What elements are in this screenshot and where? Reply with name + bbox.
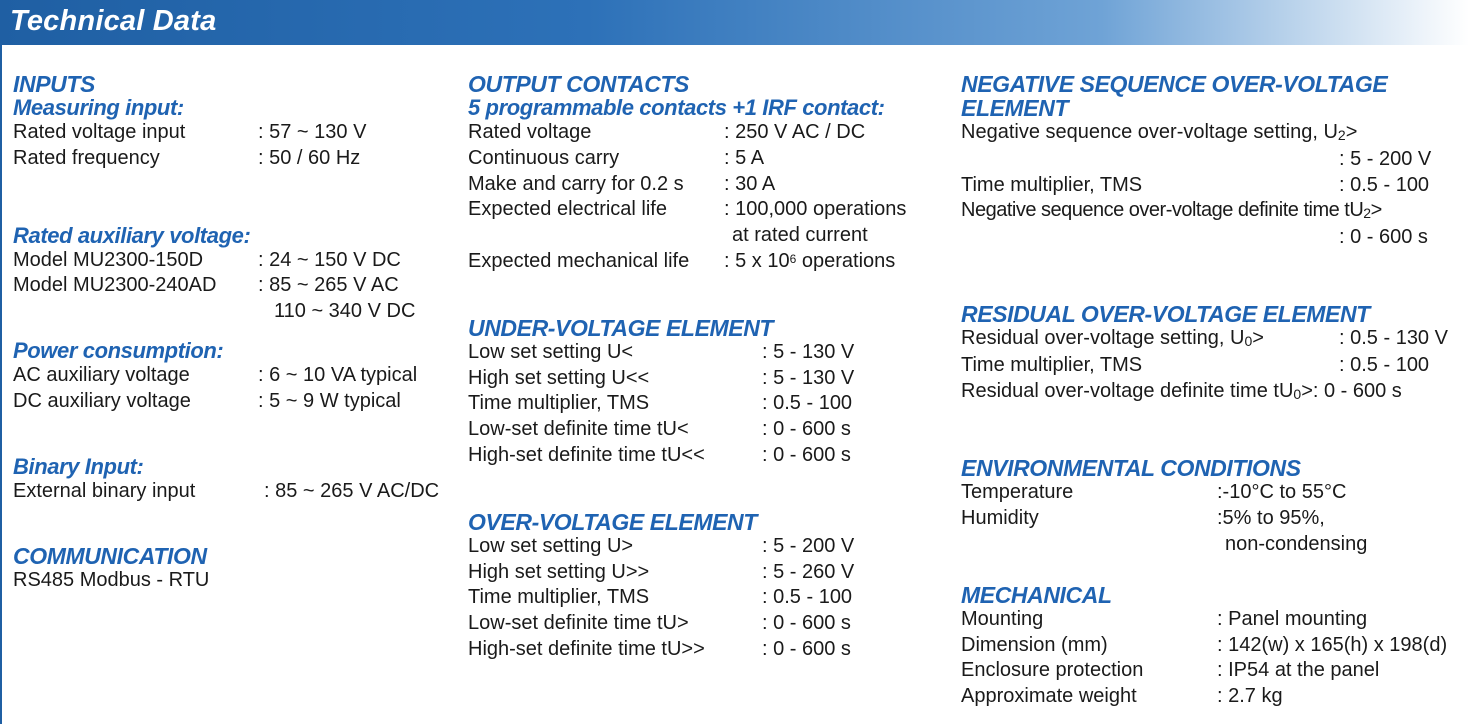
- spec-row: [13, 568, 453, 594]
- spec-row: [468, 534, 948, 560]
- spec-row: [961, 326, 1461, 353]
- spec-label: AC auxiliary voltage: [13, 363, 190, 386]
- spec-label: Dimension (mm): [961, 633, 1108, 656]
- spec-value: : 0.5 - 100: [762, 586, 853, 609]
- spec-value: :-10°C to 55°C: [1217, 481, 1347, 504]
- spec-row: [961, 198, 1461, 225]
- superscript: 6: [789, 251, 797, 266]
- spec-row: [468, 120, 948, 146]
- spec-label: High-set definite time tU<<: [468, 443, 705, 466]
- spec-label: Expected mechanical life: [468, 249, 690, 272]
- column-outputs: [468, 72, 948, 663]
- spec-label: [13, 299, 274, 325]
- page-title: Technical Data: [10, 5, 217, 37]
- spec-label: DC auxiliary voltage: [13, 389, 191, 412]
- subscript: 0: [1244, 332, 1253, 349]
- spec-value: : 5 - 200 V: [762, 534, 855, 557]
- spec-value: : 5 A: [724, 146, 765, 169]
- spec-value: : 142(w) x 165(h) x 198(d): [1217, 633, 1448, 656]
- spec-label: High set setting U<<: [468, 366, 650, 389]
- spec-label: Time multiplier, TMS: [468, 392, 650, 415]
- spec-text: RS485 Modbus - RTU: [13, 569, 210, 592]
- spec-label: Rated voltage: [468, 121, 592, 143]
- spec-value: : 0.5 - 100: [762, 392, 853, 415]
- spec-label: Low set setting U>: [468, 534, 634, 557]
- spec-row: [468, 417, 948, 443]
- header-banner: [0, 0, 1469, 45]
- spec-value: : 5 - 130 V: [762, 366, 855, 389]
- spec-label: Low-set definite time tU<: [468, 418, 689, 441]
- section-title-communication: COMMUNICATION: [13, 543, 207, 570]
- subsection-title-measuring: Measuring input:: [13, 95, 184, 120]
- spec-value: : 0.5 - 130 V: [1339, 326, 1448, 349]
- spec-row: [961, 120, 1461, 147]
- spec-label: Continuous carry: [468, 146, 620, 169]
- spec-row: [13, 273, 453, 299]
- spec-value: : 50 / 60 Hz: [258, 146, 361, 169]
- column-elements: [961, 72, 1461, 710]
- spec-row: [961, 147, 1461, 173]
- spec-row: [468, 172, 948, 198]
- spec-row: [13, 389, 453, 415]
- subscript: 2: [1363, 205, 1371, 222]
- spec-row: [13, 363, 453, 389]
- spec-value: : 5 ~ 9 W typical: [258, 389, 401, 412]
- left-border: [0, 45, 2, 724]
- spec-value: : 24 ~ 150 V DC: [258, 248, 401, 271]
- spec-value: : 85 ~ 265 V AC/DC: [264, 479, 440, 502]
- subsection-title-output: 5 programmable contacts +1 IRF contact:: [468, 95, 885, 120]
- spec-row: [468, 197, 948, 223]
- spec-label: Make and carry for 0.2 s: [468, 172, 684, 195]
- spec-value: : 5 x $10^6$ operations: [724, 249, 896, 272]
- spec-value: : 5 - 200 V: [1339, 147, 1432, 170]
- spec-label: [961, 532, 1225, 558]
- spec-label: Rated frequency: [13, 146, 160, 169]
- spec-value: : 5 - 130 V: [762, 340, 855, 363]
- section-title-mechanical: MECHANICAL: [961, 581, 1112, 608]
- spec-label: Time multiplier, TMS: [468, 586, 650, 609]
- spec-label: Enclosure protection: [961, 659, 1144, 682]
- spec-row: [468, 611, 948, 637]
- spec-value: : 2.7 kg: [1217, 685, 1283, 708]
- spec-row: [13, 248, 453, 274]
- spec-value: : 0 - 600 s: [1339, 226, 1428, 249]
- spec-row: [468, 443, 948, 469]
- spec-row: [13, 299, 453, 325]
- spec-label: Low set setting U<: [468, 340, 634, 363]
- section-title-negative-sequence-cont: ELEMENT: [961, 95, 1069, 121]
- section-title-inputs: INPUTS: [13, 71, 95, 97]
- spec-label: Approximate weight: [961, 685, 1137, 708]
- spec-label: Model MU2300-150D: [13, 248, 204, 271]
- spec-row: [13, 146, 453, 172]
- section-title-negative-sequence: NEGATIVE SEQUENCE OVER-VOLTAGE: [961, 71, 1388, 97]
- spec-row: [961, 607, 1461, 633]
- spec-label: High-set definite time tU>>: [468, 637, 705, 660]
- spec-row: [468, 146, 948, 172]
- subsection-title-aux: Rated auxiliary voltage:: [13, 222, 251, 248]
- spec-label: Expected electrical life: [468, 198, 667, 221]
- section-title-under-voltage: UNDER-VOLTAGE ELEMENT: [468, 314, 774, 341]
- spec-row: [468, 585, 948, 611]
- spec-value: : IP54 at the panel: [1217, 659, 1380, 682]
- spec-value: : 57 ~ 130 V: [258, 121, 367, 143]
- spec-row: [961, 658, 1461, 684]
- spec-value: : 250 V AC / DC: [724, 121, 866, 143]
- spec-row: [961, 480, 1461, 506]
- spec-value: : 0 - 600 s: [762, 443, 851, 466]
- spec-row: [468, 366, 948, 392]
- spec-value: : 5 - 260 V: [762, 560, 855, 583]
- spec-label: Time multiplier, TMS: [961, 353, 1143, 376]
- spec-row: [468, 249, 948, 275]
- spec-label: High set setting U>>: [468, 560, 650, 583]
- spec-label: [468, 223, 732, 249]
- spec-value: : 0 - 600 s: [762, 418, 851, 441]
- spec-label: Low-set definite time tU>: [468, 612, 689, 635]
- spec-label: Residual over-voltage setting, $U_0>$: [961, 326, 1264, 349]
- column-inputs: [13, 72, 453, 594]
- spec-value: : 85 ~ 265 V AC: [258, 274, 399, 297]
- spec-row: [13, 120, 453, 146]
- spec-row: [961, 353, 1461, 379]
- spec-label: Temperature: [961, 481, 1074, 504]
- subsection-title-power: Power consumption:: [13, 337, 224, 363]
- spec-value: : 0 - 600 s: [762, 637, 851, 660]
- spec-row: [961, 532, 1461, 558]
- subsection-title-binary: Binary Input:: [13, 453, 144, 479]
- spec-value: : 100,000 operations: [724, 198, 907, 221]
- subscript: 2: [1337, 127, 1346, 143]
- spec-label: Humidity: [961, 507, 1039, 530]
- spec-row: [961, 633, 1461, 659]
- spec-value: : 6 ~ 10 VA typical: [258, 363, 418, 386]
- spec-row: [961, 173, 1461, 199]
- spec-row: [468, 391, 948, 417]
- spec-value: :5% to 95%,: [1217, 507, 1325, 530]
- spec-row: [961, 684, 1461, 710]
- section-title-output: OUTPUT CONTACTS: [468, 71, 690, 97]
- spec-row: [468, 637, 948, 663]
- spec-row: [468, 560, 948, 586]
- spec-value: : 0.5 - 100: [1339, 173, 1430, 196]
- spec-label: Time multiplier, TMS: [961, 173, 1143, 196]
- spec-label: Mounting: [961, 607, 1044, 630]
- spec-row: [961, 225, 1461, 251]
- spec-value: : 0.5 - 100: [1339, 353, 1430, 376]
- section-title-residual: RESIDUAL OVER-VOLTAGE ELEMENT: [961, 300, 1370, 327]
- spec-row: [13, 479, 453, 505]
- spec-label: External binary input: [13, 479, 196, 502]
- spec-label: Negative sequence over-voltage setting, $U_2>$: [961, 121, 1358, 143]
- spec-value: at rated current: [732, 224, 868, 247]
- spec-value: : 30 A: [724, 172, 776, 195]
- subscript: 0: [1293, 385, 1302, 402]
- spec-label: Residual over-voltage definite time $tU_0>$: 0 - 600 s: [961, 379, 1402, 402]
- spec-label: Rated voltage input: [13, 121, 186, 143]
- spec-row: [468, 340, 948, 366]
- spec-value: non-condensing: [1225, 532, 1368, 555]
- spec-value: : Panel mounting: [1217, 607, 1368, 630]
- spec-row: [468, 223, 948, 249]
- section-title-environmental: ENVIRONMENTAL CONDITIONS: [961, 455, 1301, 482]
- section-title-over-voltage: OVER-VOLTAGE ELEMENT: [468, 508, 757, 535]
- spec-label: Model MU2300-240AD: [13, 274, 217, 297]
- spec-row: [961, 506, 1461, 532]
- spec-row: [961, 379, 1461, 406]
- spec-value: : 0 - 600 s: [762, 612, 851, 635]
- spec-value: 110 ~ 340 V DC: [274, 300, 416, 323]
- spec-label: Negative sequence over-voltage definite time $tU_2>$: [961, 199, 1382, 222]
